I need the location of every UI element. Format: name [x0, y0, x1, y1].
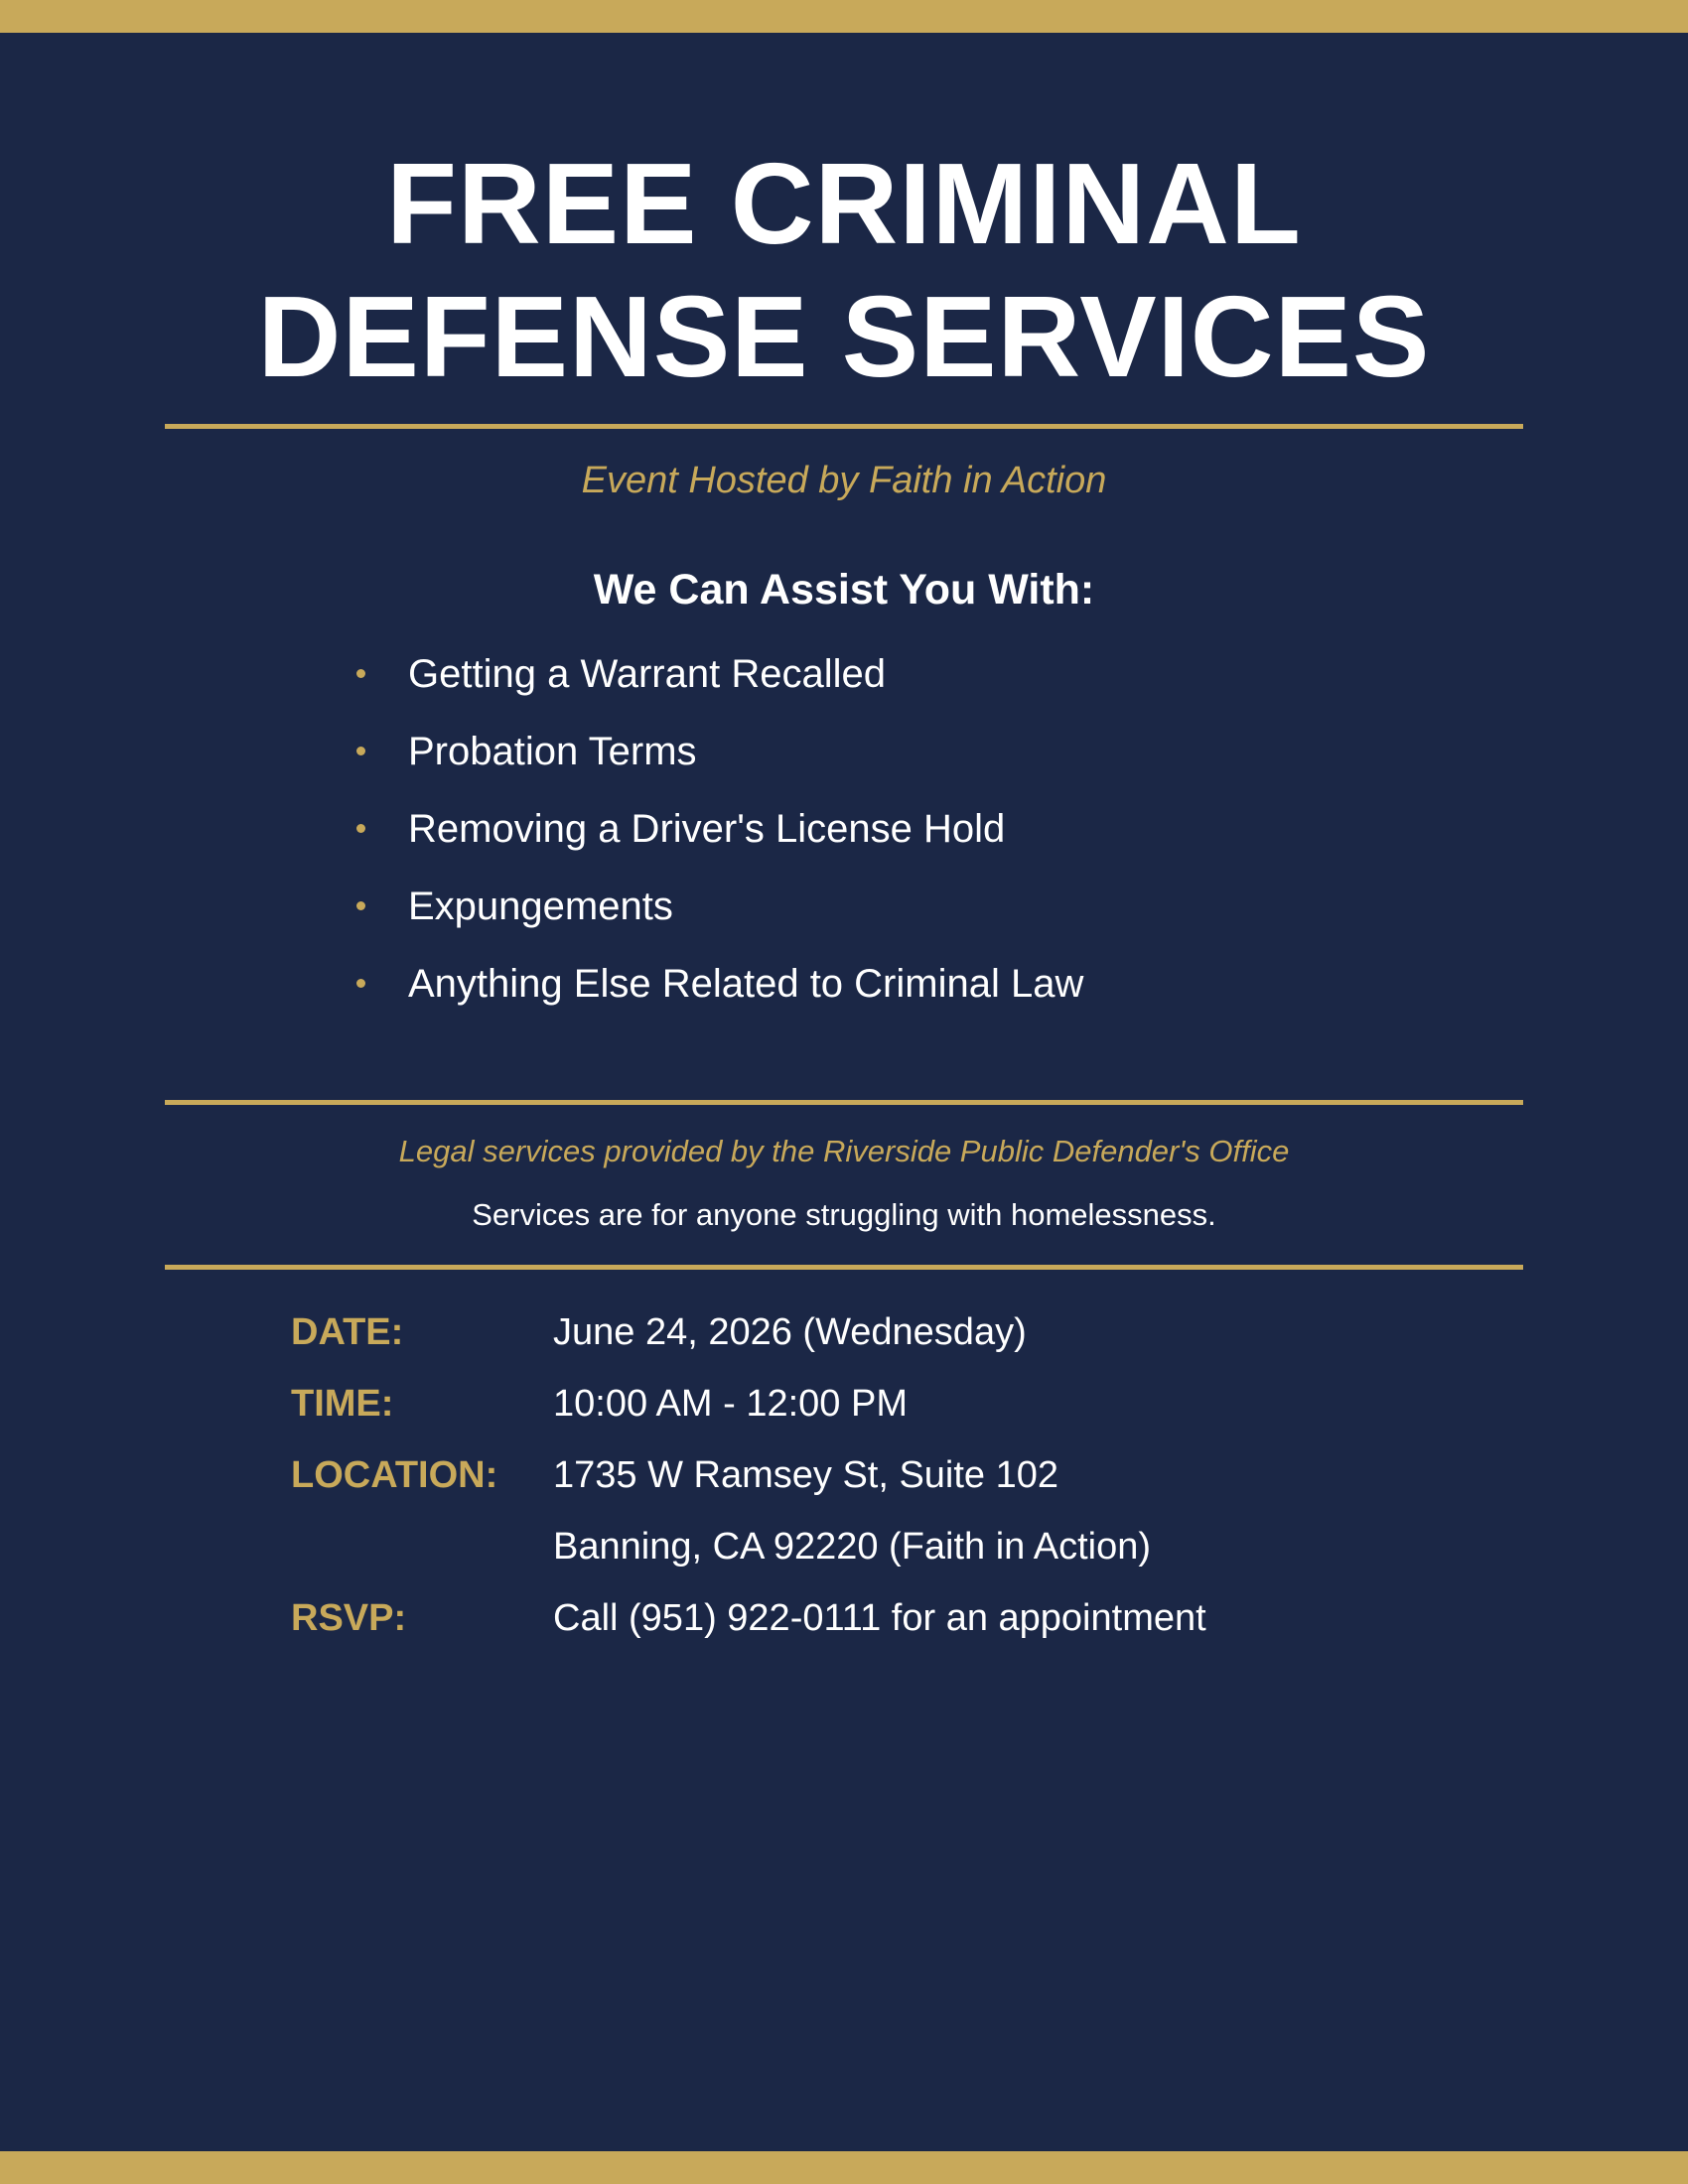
service-item: [353, 957, 1083, 1034]
date-value: June 24, 2026 (Wednesday): [553, 1311, 1027, 1353]
hosted-by-text: Event Hosted by Faith in Action: [581, 460, 1107, 501]
rsvp-value: Call (951) 922-0111 for an appointment: [553, 1597, 1206, 1639]
time-label: TIME:: [291, 1383, 394, 1425]
bullet-icon: [356, 747, 365, 755]
bottom-gold-bar: [0, 2151, 1688, 2184]
title-line-2: DEFENSE SERVICES: [257, 272, 1431, 401]
page-title: [0, 137, 1688, 403]
service-item: [353, 647, 1083, 725]
provider-note: Legal services provided by the Riverside Public Defender's Office: [398, 1134, 1290, 1168]
top-gold-bar: [0, 0, 1688, 33]
location-line-1: 1735 W Ramsey St, Suite 102: [553, 1454, 1059, 1496]
location-label: LOCATION:: [291, 1454, 498, 1496]
service-item-label: Getting a Warrant Recalled: [408, 652, 886, 696]
service-item-label: Probation Terms: [408, 730, 697, 773]
service-item-label: Expungements: [408, 885, 673, 928]
divider-services: [165, 1100, 1523, 1105]
service-item: [353, 802, 1083, 880]
time-value: 10:00 AM - 12:00 PM: [553, 1383, 908, 1425]
service-item-label: Removing a Driver's License Hold: [408, 807, 1006, 851]
date-label: DATE:: [291, 1311, 404, 1353]
bullet-icon: [356, 824, 365, 833]
service-item-label: Anything Else Related to Criminal Law: [408, 962, 1084, 1006]
assist-heading: We Can Assist You With:: [593, 566, 1095, 614]
bullet-icon: [356, 901, 365, 910]
title-line-1: FREE CRIMINAL: [386, 139, 1302, 268]
bullet-icon: [356, 979, 365, 988]
bullet-icon: [356, 669, 365, 678]
rsvp-label: RSVP:: [291, 1597, 407, 1639]
service-item: [353, 725, 1083, 802]
divider-details: [165, 1265, 1523, 1270]
location-line-2: Banning, CA 92220 (Faith in Action): [553, 1526, 1152, 1568]
services-list: [353, 647, 1083, 1034]
eligibility-note: Services are for anyone struggling with homelessness.: [472, 1197, 1216, 1232]
service-item: [353, 880, 1083, 957]
divider-title: [165, 424, 1523, 429]
